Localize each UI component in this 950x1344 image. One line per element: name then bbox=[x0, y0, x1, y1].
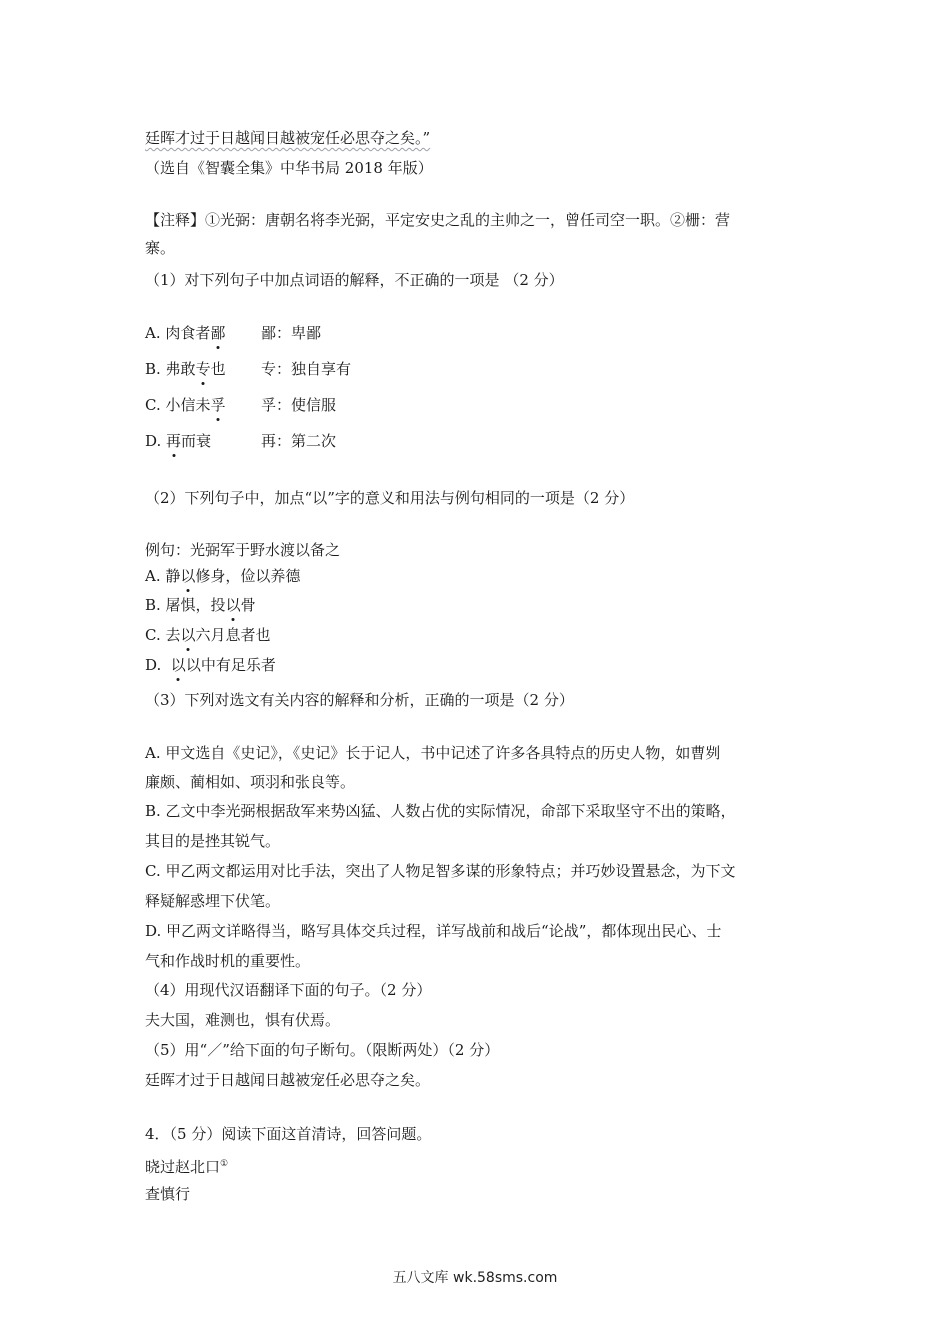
q3-option-d: D. 甲乙两文详略得当，略写具体交兵过程，详写战前和战后“论战”，都体现出民心、士 bbox=[145, 922, 722, 940]
example-sentence: 例句：光弼军于野水渡以备之 bbox=[145, 541, 341, 559]
q2-option-d: D. 以以中有足乐者 bbox=[145, 656, 276, 674]
poem-title: 晓过赵北口① bbox=[145, 1158, 229, 1176]
question-4: （4）用现代汉语翻译下面的句子。（2 分） bbox=[145, 981, 432, 999]
q1-option-b: B. 弗敢专也 专：独自享有 bbox=[145, 360, 352, 378]
question-5: （5）用“／”给下面的句子断句。（限断两处）（2 分） bbox=[145, 1041, 500, 1059]
q2-option-c: C. 去以六月息者也 bbox=[145, 626, 271, 644]
q5-sentence: 廷晖才过于日越闻日越被宠任必思夺之矣。 bbox=[145, 1071, 431, 1089]
source-citation: （选自《智囊全集》中华书局 2018 年版） bbox=[145, 159, 433, 177]
q3-option-a: A. 甲文选自《史记》，《史记》长于记人，书中记述了许多各具特点的历史人物，如曹刿 bbox=[145, 744, 721, 762]
q3-option-d-cont: 气和作战时机的重要性。 bbox=[145, 952, 311, 970]
q3-option-c: C. 甲乙两文都运用对比手法，突出了人物足智多谋的形象特点；并巧妙设置悬念，为下文 bbox=[145, 862, 736, 880]
q3-option-c-cont: 释疑解惑埋下伏笔。 bbox=[145, 892, 281, 910]
q3-option-b-cont: 其目的是挫其锐气。 bbox=[145, 832, 281, 850]
q2-option-a: A. 静以修身，俭以养德 bbox=[145, 567, 301, 585]
section-4-heading: 4．（5 分）阅读下面这首清诗，回答问题。 bbox=[145, 1125, 432, 1143]
poet-name: 查慎行 bbox=[145, 1185, 191, 1203]
q3-option-b: B. 乙文中李光弼根据敌军来势凶猛、人数占优的实际情况，命部下采取坚守不出的策略， bbox=[145, 802, 736, 820]
question-2: （2）下列句子中，加点“以”字的意义和用法与例句相同的一项是（2 分） bbox=[145, 489, 635, 507]
q4-sentence: 夫大国，难测也，惧有伏焉。 bbox=[145, 1011, 341, 1029]
q3-option-a-cont: 廉颇、蔺相如、项羽和张良等。 bbox=[145, 773, 356, 791]
q1-option-a: A. 肉食者鄙 鄙：卑鄙 bbox=[145, 324, 322, 342]
question-1: （1）对下列句子中加点词语的解释，不正确的一项是 （2 分） bbox=[145, 271, 564, 289]
annotation-line: 【注释】①光弼：唐朝名将李光弼，平定安史之乱的主帅之一，曾任司空一职。②栅：营 bbox=[145, 211, 731, 229]
text-line: 廷晖才过于日越闻日越被宠任必思夺之矣。” bbox=[145, 129, 431, 147]
question-3: （3）下列对选文有关内容的解释和分析，正确的一项是（2 分） bbox=[145, 691, 574, 709]
q2-option-b: B. 屠惧，投以骨 bbox=[145, 596, 256, 614]
q1-option-c: C. 小信未孚 孚：使信服 bbox=[145, 396, 337, 414]
footer-watermark: 五八文库 wk.58sms.com bbox=[392, 1270, 558, 1286]
q1-option-d: D. 再而衰 再：第二次 bbox=[145, 432, 337, 450]
annotation-line: 寨。 bbox=[145, 239, 176, 257]
